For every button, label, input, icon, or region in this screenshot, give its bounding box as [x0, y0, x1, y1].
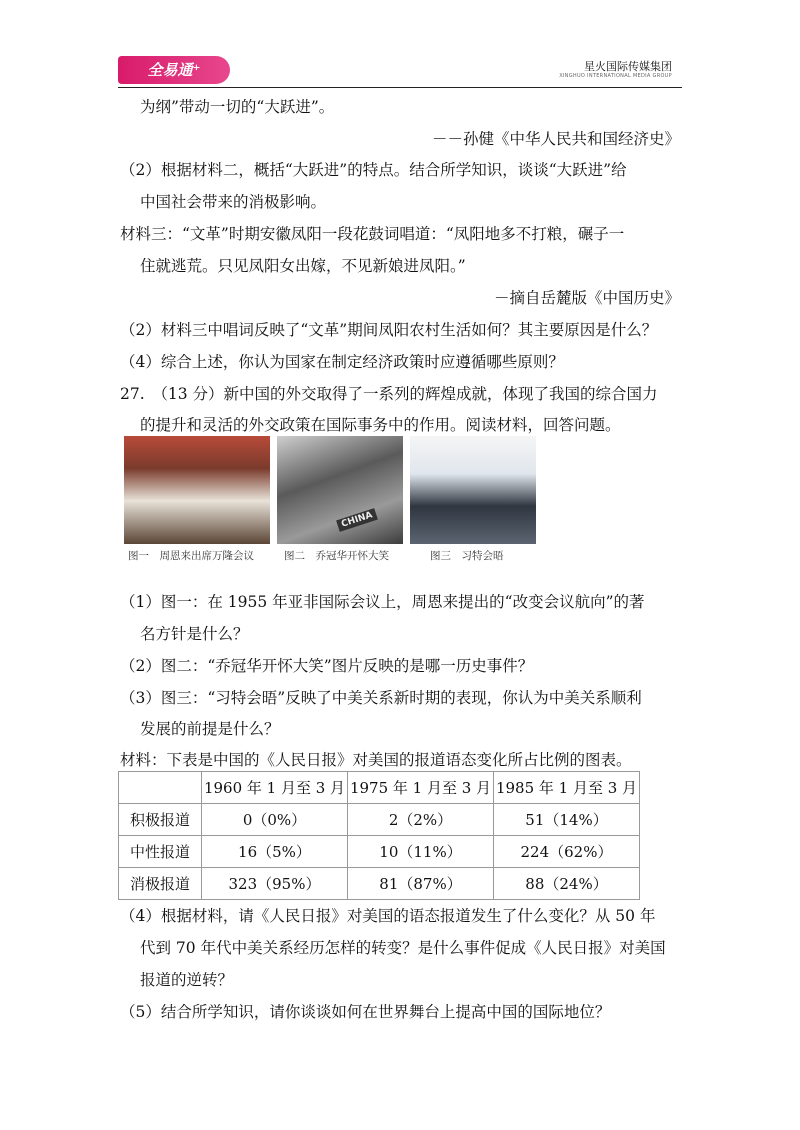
question-line: （2）根据材料二，概括“大跃进”的特点。结合所学知识，谈谈“大跃进”给 — [120, 161, 627, 179]
question-line: （2）图二：“乔冠华开怀大笑”图片反映的是哪一历史事件？ — [120, 657, 534, 675]
question-line: 发展的前提是什么？ — [140, 720, 280, 738]
table-cell: 51（14%） — [494, 804, 640, 836]
figure-2-caption: 图二 乔冠华开怀大笑 — [284, 550, 389, 562]
question-heading: 27. （13 分）新中国的外交取得了一系列的辉煌成就，体现了我国的综合国力 — [120, 385, 658, 403]
citation: －－孙健《中华人民共和国经济史》 — [431, 130, 680, 148]
china-sign: CHINA — [336, 508, 378, 532]
question-line: （1）图一：在 1955 年亚非国际会议上，周恩来提出的“改变会议航向”的著 — [120, 593, 645, 611]
table-row — [119, 804, 640, 836]
table-header-cell: 1975 年 1 月至 3 月 — [348, 772, 494, 804]
question-line: （4）根据材料，请《人民日报》对美国的语态报道发生了什么变化？从 50 年 — [120, 907, 656, 925]
question-line: （3）图三：“习特会晤”反映了中美关系新时期的表现，你认为中美关系顺利 — [120, 689, 642, 707]
material-line: 材料：下表是中国的《人民日报》对美国的报道语态变化所占比例的图表。 — [120, 751, 632, 769]
table-row-label: 中性报道 — [119, 836, 202, 868]
org-subtitle: XINGHUO INTERNATIONAL MEDIA GROUP — [559, 73, 672, 79]
table-cell: 323（95%） — [202, 868, 348, 900]
table-cell: 0（0%） — [202, 804, 348, 836]
table-header-row — [119, 772, 640, 804]
question-line: 代到 70 年代中美关系经历怎样的转变？是什么事件促成《人民日报》对美国 — [140, 939, 666, 957]
material-line: 材料三：“文革”时期安徽凤阳一段花鼓词唱道：“凤阳地多不打粮，碾子一 — [120, 225, 625, 243]
question-line: （5）结合所学知识，请你谈谈如何在世界舞台上提高中国的国际地位？ — [120, 1003, 611, 1021]
question-line: 报道的逆转？ — [140, 971, 234, 989]
org-name: 星火国际传媒集团 — [584, 60, 672, 73]
table-row — [119, 836, 640, 868]
table-cell: 10（11%） — [348, 836, 494, 868]
figure-2-photo — [277, 436, 403, 544]
question-line: （4）综合上述，你认为国家在制定经济政策时应遵循哪些原则？ — [120, 353, 564, 371]
header-rule — [118, 87, 682, 89]
question-line: 名方针是什么？ — [140, 625, 249, 643]
question-line: 中国社会带来的消极影响。 — [140, 193, 327, 211]
question-line: （2）材料三中唱词反映了“文革”期间凤阳农村生活如何？其主要原因是什么？ — [120, 321, 658, 339]
table-header-cell: 1985 年 1 月至 3 月 — [494, 772, 640, 804]
figure-3-photo — [410, 436, 536, 544]
citation: －摘自岳麓版《中国历史》 — [493, 289, 680, 307]
figure-1-photo — [124, 436, 270, 544]
table-row-label: 积极报道 — [119, 804, 202, 836]
table-cell — [119, 772, 202, 804]
table-cell: 224（62%） — [494, 836, 640, 868]
table-header-cell: 1960 年 1 月至 3 月 — [202, 772, 348, 804]
text-line: 为纲”带动一切的“大跃进”。 — [140, 98, 335, 116]
figure-1-caption: 图一 周恩来出席万隆会议 — [128, 550, 254, 562]
report-table — [118, 771, 640, 900]
table-row — [119, 868, 640, 900]
figure-3-caption: 图三 习特会晤 — [430, 550, 504, 562]
table-cell: 81（87%） — [348, 868, 494, 900]
table-cell: 16（5%） — [202, 836, 348, 868]
table-cell: 88（24%） — [494, 868, 640, 900]
material-line: 住就逃荒。只见凤阳女出嫁，不见新娘进凤阳。” — [140, 257, 466, 275]
figure-row — [124, 436, 536, 566]
question-heading: 的提升和灵活的外交政策在国际事务中的作用。阅读材料，回答问题。 — [140, 416, 621, 434]
page-header — [118, 54, 682, 88]
table-row-label: 消极报道 — [119, 868, 202, 900]
table-cell: 2（2%） — [348, 804, 494, 836]
brand-logo: 全易通⁺ — [118, 56, 230, 84]
